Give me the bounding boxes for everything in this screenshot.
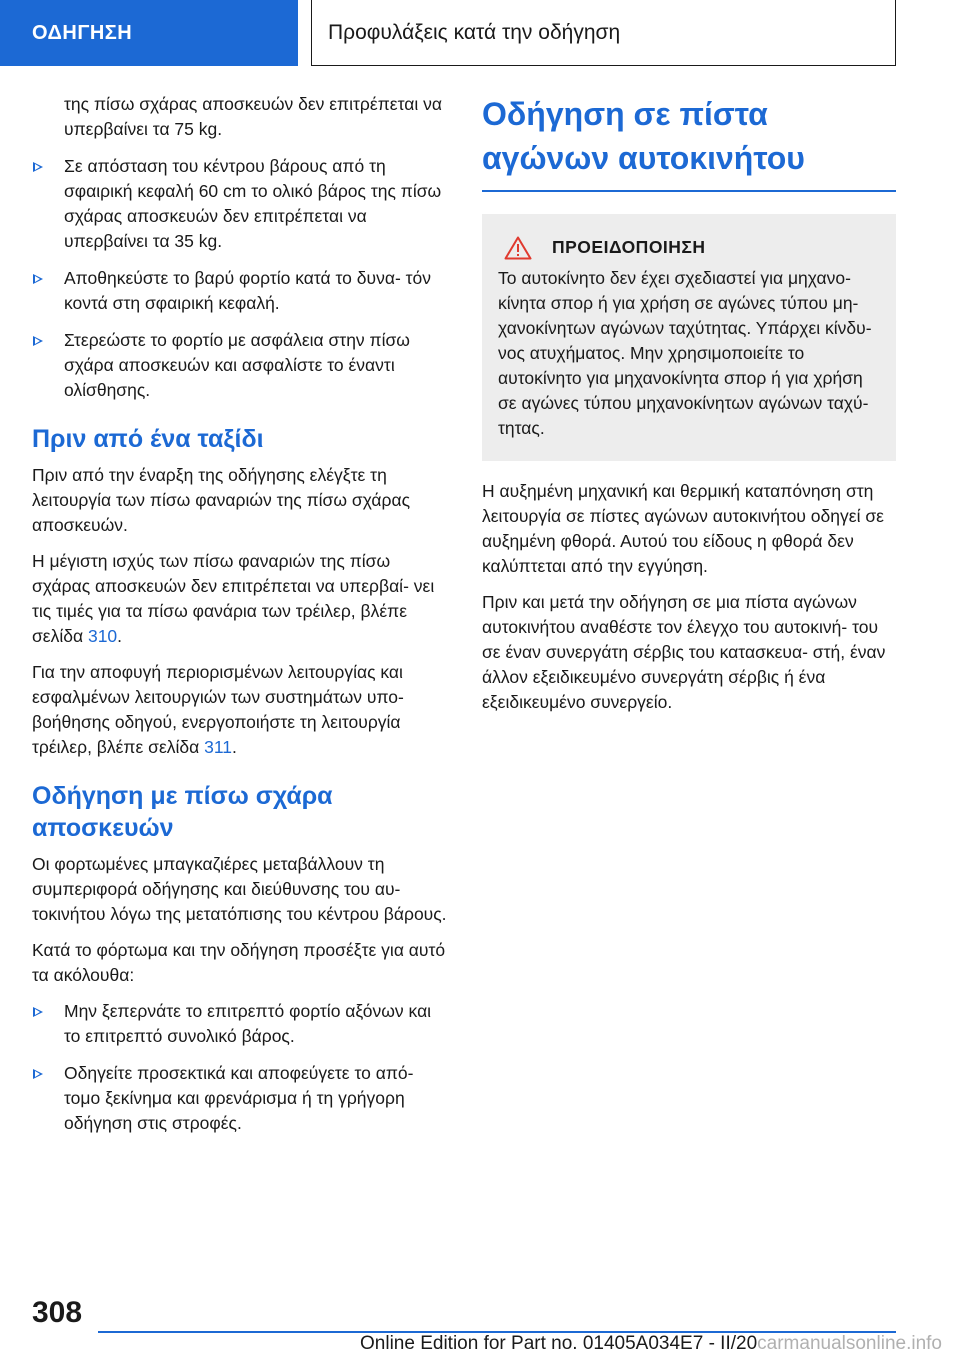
paragraph: Για την αποφυγή περιορισμένων λειτουργίας και εσφαλμένων λειτουργιών των συστημάτων υπο- βοήθησης οδηγού, ενεργοποιήστε τη λειτουργία τρέιλερ, βλέπε σελίδα 311. — [32, 662, 404, 757]
list-item: Σε απόσταση του κέντρου βάρους από τη σφαιρική κεφαλή 60 cm το ολικό βάρος της πίσω σχάρας αποσκευών δεν επιτρέπεται να υπερβαίνει τα 35 kg. — [32, 154, 447, 254]
paragraph: Πριν από την έναρξη της οδήγησης ελέγξτε τη λειτουργία των πίσω φαναριών της πίσω σχάρας αποσκευών. — [32, 465, 411, 535]
page-header — [0, 0, 960, 66]
page-link-310[interactable]: 310 — [87, 626, 118, 646]
warning-text: Το αυτοκίνητο δεν έχει σχεδιαστεί για μηχανο- κίνητα σπορ ή για χρήση σε αγώνες τύπου μη- χανοκίνητων αγώνων ταχύτητας. Υπάρχει κίνδυ- νος ατυχήματος. Μην χρησιμοποιείτε το αυτοκίνητο για μηχανοκίνητα σπορ ή για χρήση σε αγώνες τύπου μηχανοκίνητων αγώνων ταχύ- τητας. — [498, 267, 872, 438]
bullet-list-driving — [32, 999, 447, 1136]
warning-box — [482, 214, 896, 461]
bullet-list-continued — [32, 92, 447, 142]
triangle-bullet-icon — [33, 1007, 43, 1017]
triangle-bullet-icon — [33, 336, 43, 346]
page-number: 308 — [32, 1296, 83, 1329]
right-column — [482, 92, 896, 726]
heading-race-track: Οδήγηση σε πίστα αγώνων αυτοκινήτου — [482, 96, 805, 176]
warning-triangle-icon — [504, 236, 532, 260]
list-item-continued: της πίσω σχάρας αποσκευών δεν επιτρέπεται να υπερβαίνει τα 75 kg. — [64, 94, 442, 139]
paragraph: Κατά το φόρτωμα και την οδήγηση προσέξτε για αυτό τα ακόλουθα: — [32, 940, 446, 985]
heading-before-trip: Πριν από ένα ταξίδι — [32, 425, 264, 453]
list-item: Μην ξεπερνάτε το επιτρεπτό φορτίο αξόνων και το επιτρεπτό συνολικό βάρος. — [32, 999, 447, 1049]
triangle-bullet-icon — [33, 1069, 43, 1079]
warning-header — [496, 236, 882, 260]
footer-edition: Online Edition for Part no. 01405A034E7 - II/20carmanualsonline.info — [360, 1333, 942, 1354]
list-item: Οδηγείτε προσεκτικά και αποφεύγετε το από- τομο ξεκίνημα και φρενάρισμα ή τη γρήγορη οδήγηση στις στροφές. — [32, 1061, 447, 1136]
left-column — [32, 92, 447, 1148]
watermark: carmanualsonline.info — [757, 1333, 942, 1354]
paragraph: Η μέγιστη ισχύς των πίσω φαναριών της πίσω σχάρας αποσκευών δεν επιτρέπεται να υπερβαί- νει τις τιμές για τα πίσω φανάρια των τρέιλερ, βλέπε σελίδα 310. — [32, 551, 435, 646]
paragraph: Πριν και μετά την οδήγηση σε μια πίστα αγώνων αυτοκινήτου αναθέστε τον έλεγχο του αυτοκινή- του σε έναν συνεργάτη σέρβις του κατασκευα- στή, έναν άλλον εξειδικευμένο συνεργάτη σέρβις ή ένα εξειδικευμένο συνεργείο. — [482, 591, 886, 712]
heading-driving-with-rack: Οδήγηση με πίσω σχάρα αποσκευών — [32, 782, 333, 842]
triangle-bullet-icon — [33, 162, 43, 172]
bullet-list-rack-weight — [32, 154, 447, 403]
paragraph: Η αυξημένη μηχανική και θερμική καταπόνηση στη λειτουργία σε πίστες αγώνων αυτοκινήτου οδηγεί σε αυξημένη φθορά. Αυτού του είδους η φθορά δεν καλύπτεται από την εγγύηση. — [482, 480, 884, 576]
warning-title: ΠΡΟΕΙΔΟΠΟΙΗΣΗ — [552, 237, 706, 257]
list-item: Αποθηκεύστε το βαρύ φορτίο κατά το δυνα- τόν κοντά στη σφαιρική κεφαλή. — [32, 266, 447, 316]
section-tab: ΟΔΗΓΗΣΗ — [0, 0, 298, 66]
page-link-311[interactable]: 311 — [204, 737, 233, 757]
triangle-bullet-icon — [33, 274, 43, 284]
heading-divider — [482, 190, 896, 192]
list-item: Στερεώστε το φορτίο με ασφάλεια στην πίσω σχάρα αποσκευών και ασφαλίστε το έναντι ολίσθησης. — [32, 328, 447, 403]
chapter-title: Προφυλάξεις κατά την οδήγηση — [311, 0, 896, 66]
paragraph: Οι φορτωμένες μπαγκαζιέρες μεταβάλλουν τη συμπεριφορά οδήγησης και διεύθυνσης του αυ- τοκινήτου λόγω της μετατόπισης του κέντρου βάρους. — [32, 854, 447, 924]
